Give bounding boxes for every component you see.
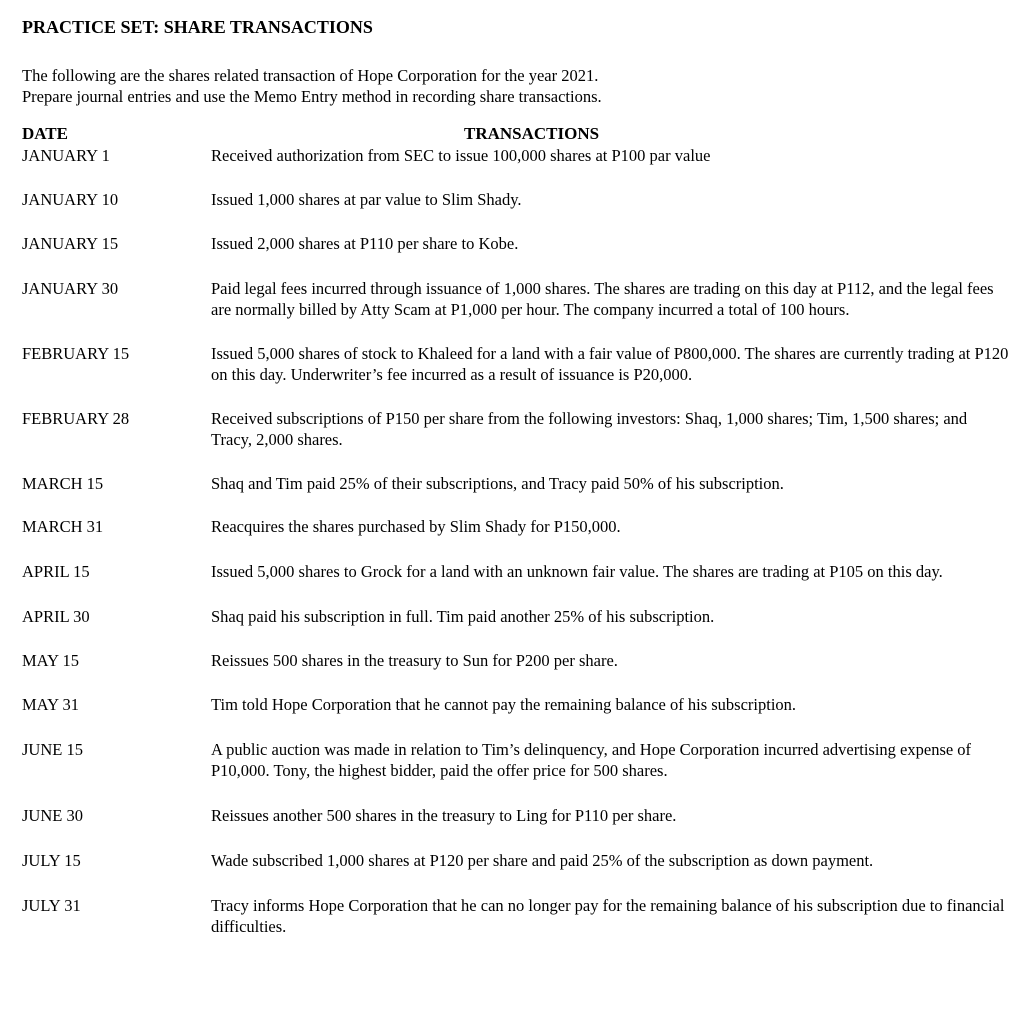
row-transaction: Issued 5,000 shares to Grock for a land with an unknown fair value. The shares are trading at P105 on this day. bbox=[211, 562, 943, 581]
transactions-column-header: TRANSACTIONS bbox=[464, 124, 600, 143]
date-column-header: DATE bbox=[22, 124, 68, 143]
table-row bbox=[22, 606, 1012, 627]
row-transaction: A public auction was made in relation to Tim’s delinquency, and Hope Corporation incurred advertising expense of P10,000. Tony, the highest bidder, paid the offer price for 500 shares. bbox=[211, 740, 972, 780]
row-transaction: Reacquires the shares purchased by Slim Shady for P150,000. bbox=[211, 517, 621, 536]
row-date: MAY 15 bbox=[22, 651, 80, 670]
row-transaction: Issued 2,000 shares at P110 per share to Kobe. bbox=[211, 234, 519, 253]
table-row bbox=[22, 850, 1012, 871]
table-header bbox=[22, 123, 1012, 144]
row-date: APRIL 15 bbox=[22, 562, 90, 581]
row-date: JANUARY 15 bbox=[22, 234, 119, 253]
table-row bbox=[22, 739, 1012, 781]
page-title: PRACTICE SET: SHARE TRANSACTIONS bbox=[22, 17, 373, 37]
row-date: APRIL 30 bbox=[22, 607, 90, 626]
row-date: JANUARY 30 bbox=[22, 279, 119, 298]
table-row bbox=[22, 650, 1012, 671]
row-transaction: Tracy informs Hope Corporation that he can no longer pay for the remaining balance of his subscription due to financial difficulties. bbox=[211, 896, 1005, 936]
table-row bbox=[22, 895, 1012, 937]
table-row bbox=[22, 473, 1012, 494]
row-transaction: Reissues 500 shares in the treasury to Sun for P200 per share. bbox=[211, 651, 618, 670]
table-row bbox=[22, 561, 1012, 582]
row-transaction: Shaq and Tim paid 25% of their subscriptions, and Tracy paid 50% of his subscription. bbox=[211, 474, 784, 493]
row-transaction: Issued 1,000 shares at par value to Slim Shady. bbox=[211, 190, 522, 209]
row-date: MAY 31 bbox=[22, 695, 80, 714]
row-date: JANUARY 1 bbox=[22, 146, 110, 165]
table-row bbox=[22, 189, 1012, 210]
table-row bbox=[22, 343, 1012, 385]
table-row bbox=[22, 408, 1012, 450]
row-date: JUNE 30 bbox=[22, 806, 83, 825]
document-page bbox=[22, 16, 1012, 937]
instructions-line-2: Prepare journal entries and use the Memo Entry method in recording share transactions. bbox=[22, 87, 602, 106]
table-row bbox=[22, 516, 1012, 537]
row-date: MARCH 31 bbox=[22, 517, 104, 536]
row-transaction: Paid legal fees incurred through issuance of 1,000 shares. The shares are trading on this day at P112, and the legal fees are normally billed by Atty Scam at P1,000 per hour. The company incurred a total of 100 hours. bbox=[211, 279, 994, 319]
row-date: FEBRUARY 15 bbox=[22, 344, 130, 363]
row-transaction: Wade subscribed 1,000 shares at P120 per share and paid 25% of the subscription as down payment. bbox=[211, 851, 874, 870]
row-date: JUNE 15 bbox=[22, 740, 83, 759]
row-transaction: Reissues another 500 shares in the treasury to Ling for P110 per share. bbox=[211, 806, 677, 825]
table-row bbox=[22, 278, 1012, 320]
table-row bbox=[22, 805, 1012, 826]
instructions bbox=[22, 65, 1012, 107]
row-transaction: Shaq paid his subscription in full. Tim paid another 25% of his subscription. bbox=[211, 607, 715, 626]
row-date: JANUARY 10 bbox=[22, 190, 119, 209]
table-row bbox=[22, 694, 1012, 715]
row-transaction: Received authorization from SEC to issue 100,000 shares at P100 par value bbox=[211, 146, 711, 165]
table-row bbox=[22, 145, 1012, 166]
row-date: JULY 15 bbox=[22, 851, 81, 870]
transactions-table bbox=[22, 123, 1012, 937]
row-date: FEBRUARY 28 bbox=[22, 409, 130, 428]
row-date: MARCH 15 bbox=[22, 474, 104, 493]
row-transaction: Tim told Hope Corporation that he cannot pay the remaining balance of his subscription. bbox=[211, 695, 797, 714]
instructions-line-1: The following are the shares related transaction of Hope Corporation for the year 2021. bbox=[22, 66, 599, 85]
row-transaction: Issued 5,000 shares of stock to Khaleed for a land with a fair value of P800,000. The shares are currently trading at P120 on this day. Underwriter’s fee incurred as a result of issuance is P20,000. bbox=[211, 344, 1009, 384]
row-transaction: Received subscriptions of P150 per share from the following investors: Shaq, 1,000 shares; Tim, 1,500 shares; and Tracy, 2,000 shares. bbox=[211, 409, 968, 449]
table-row bbox=[22, 233, 1012, 254]
row-date: JULY 31 bbox=[22, 896, 81, 915]
